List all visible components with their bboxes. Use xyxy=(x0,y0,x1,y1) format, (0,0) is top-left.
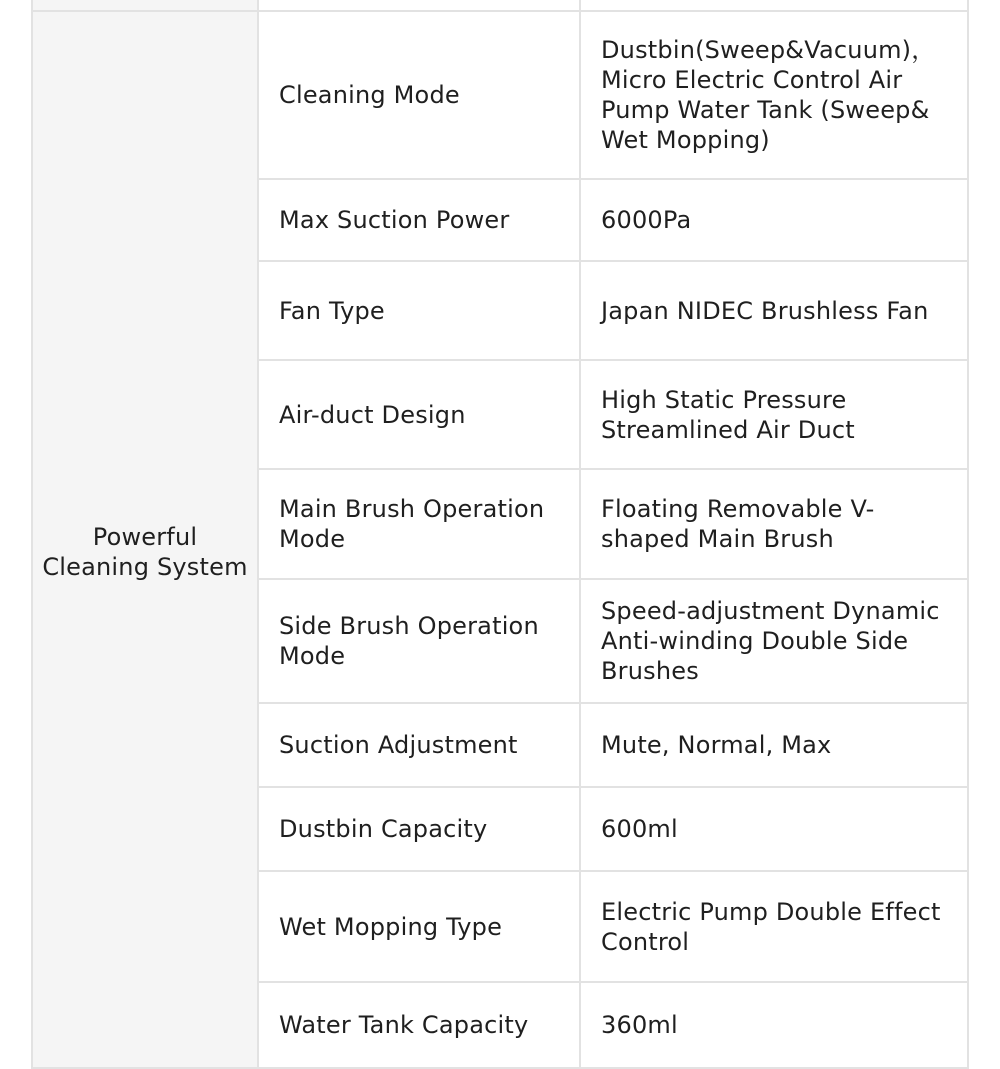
spec-label: Main Brush Operation Mode xyxy=(258,469,580,579)
spec-label: Suction Adjustment xyxy=(258,703,580,787)
spec-label: Water Tank Capacity xyxy=(258,982,580,1068)
spec-value: Japan NIDEC Brushless Fan xyxy=(580,261,968,360)
spec-value: 6000Pa xyxy=(580,179,968,261)
previous-value-cell xyxy=(580,0,968,11)
spec-label: Air-duct Design xyxy=(258,360,580,469)
spec-value: Electric Pump Double Effect Control xyxy=(580,871,968,982)
spec-label: Max Suction Power xyxy=(258,179,580,261)
spec-group-label-line2: Cleaning System xyxy=(42,552,248,581)
spec-label: Side Brush Operation Mode xyxy=(258,579,580,703)
spec-label: Wet Mopping Type xyxy=(258,871,580,982)
spec-row-cleaning-mode xyxy=(32,11,968,179)
spec-label: Fan Type xyxy=(258,261,580,360)
spec-label: Cleaning Mode xyxy=(258,11,580,179)
previous-group-cell xyxy=(32,0,258,11)
spec-label: Dustbin Capacity xyxy=(258,787,580,871)
spec-group-cell xyxy=(32,11,258,1068)
spec-value: 360ml xyxy=(580,982,968,1068)
spec-value: Mute, Normal, Max xyxy=(580,703,968,787)
spec-value: Dustbin(Sweep&Vacuum)，Micro Electric Control Air Pump Water Tank (Sweep& Wet Mopping) xyxy=(580,11,968,179)
spec-value: Floating Removable V-shaped Main Brush xyxy=(580,469,968,579)
spec-value: 600ml xyxy=(580,787,968,871)
spec-group-label-line1: Powerful xyxy=(92,522,198,551)
spec-value: Speed-adjustment Dynamic Anti-winding Double Side Brushes xyxy=(580,579,968,703)
previous-label-cell xyxy=(258,0,580,11)
previous-section-row xyxy=(32,0,968,11)
spec-table xyxy=(31,0,969,1069)
spec-value: High Static Pressure Streamlined Air Duct xyxy=(580,360,968,469)
